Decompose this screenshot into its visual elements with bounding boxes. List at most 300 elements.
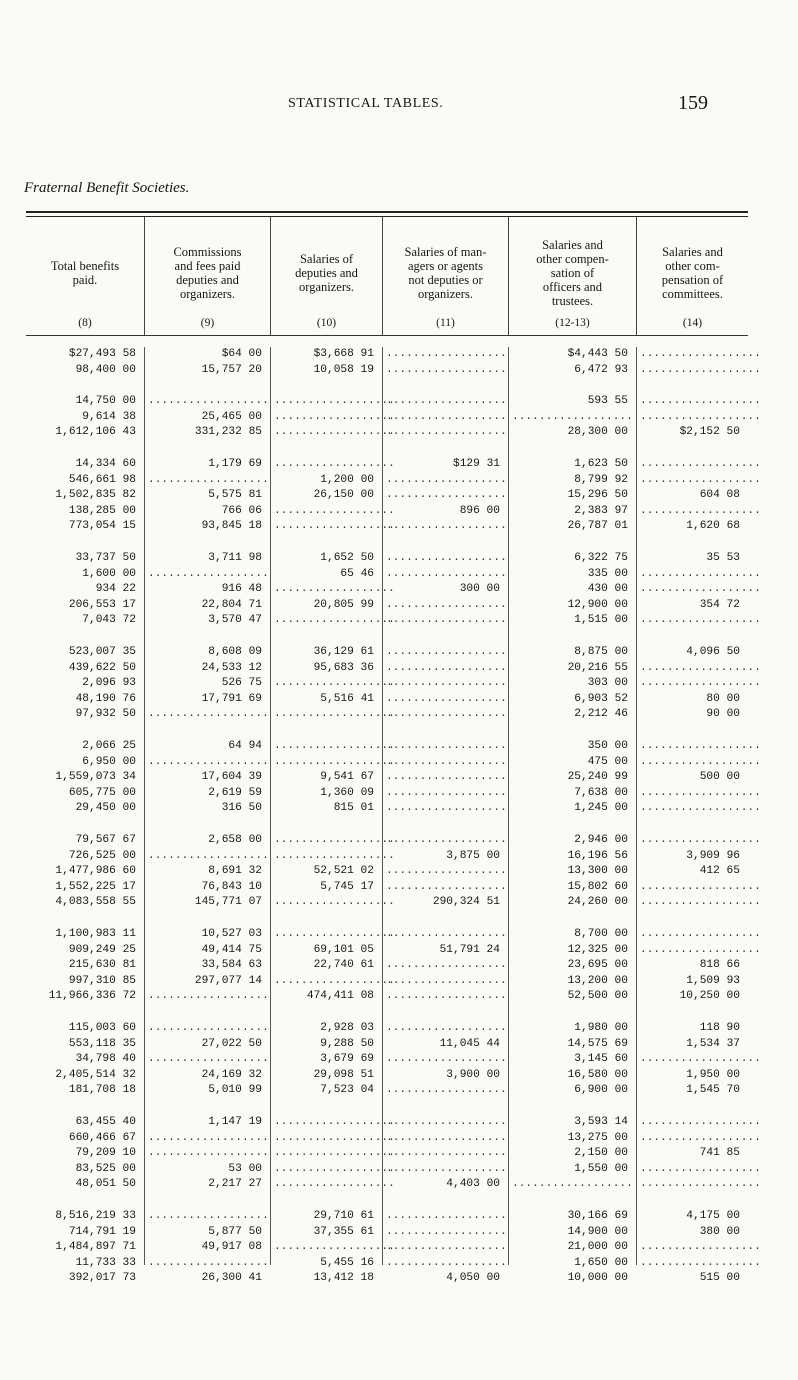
table-cell: 23,695 00 [567, 959, 628, 972]
table-cell: 546,661 98 [68, 473, 136, 486]
table-cell: 3,900 00 [446, 1068, 500, 1081]
table-cell: 79,567 67 [75, 834, 136, 846]
table-cell: 9,541 67 [320, 771, 374, 784]
leader-dots: .................. [148, 395, 269, 408]
table-cell: 350 00 [587, 740, 628, 752]
table-cell: 3,711 98 [208, 552, 262, 564]
table-cell: 6,950 00 [82, 755, 136, 768]
leader-dots: .................. [274, 1178, 395, 1191]
leader-dots: .................. [386, 1147, 507, 1160]
column-header-label: Salaries of deputies and organizers. [295, 252, 358, 294]
table-cell: 523,007 35 [68, 646, 136, 658]
table-cell: 773,054 15 [68, 520, 136, 533]
leader-dots: .................. [274, 834, 395, 846]
leader-dots: .................. [386, 661, 507, 674]
table-cell: 2,619 59 [208, 786, 262, 799]
table-cell: 51,791 24 [439, 943, 500, 956]
table-cell: 7,638 00 [574, 786, 628, 799]
table-cell: 335 00 [587, 567, 628, 580]
table-cell: 1,623 50 [574, 458, 628, 470]
leader-dots: .................. [640, 395, 761, 408]
table-cell: 25,465 00 [201, 410, 262, 423]
table-cell: 93,845 18 [201, 520, 262, 533]
column-header-12-13 [508, 217, 636, 335]
table-cell: 181,708 18 [68, 1084, 136, 1097]
table-cell: $2,152 50 [679, 426, 740, 439]
table-row [26, 1225, 748, 1240]
table-cell: 5,877 50 [208, 1225, 262, 1238]
table-row [26, 473, 761, 488]
leader-dots: .................. [148, 1256, 269, 1269]
table-cell: 660,466 67 [68, 1131, 136, 1144]
table-cell: 8,608 09 [208, 646, 262, 658]
table-row [26, 519, 748, 534]
leader-dots: .................. [640, 1178, 761, 1191]
leader-dots: .................. [386, 395, 507, 408]
table-cell: 6,900 00 [574, 1084, 628, 1097]
table-cell: 8,691 32 [208, 865, 262, 878]
leader-dots: .................. [386, 1116, 507, 1128]
leader-dots: .................. [274, 614, 395, 627]
table-cell: 3,570 47 [208, 614, 262, 627]
table-cell: 1,534 37 [686, 1037, 740, 1050]
table-cell: 14,750 00 [75, 395, 136, 408]
column-header-number: (10) [316, 317, 337, 329]
table-cell: 5,516 41 [320, 692, 374, 705]
table-row [26, 974, 748, 989]
table-cell: 1,559,073 34 [55, 771, 136, 784]
leader-dots: .................. [640, 363, 761, 376]
table-row [26, 1037, 748, 1052]
leader-dots: .................. [386, 802, 507, 815]
leader-dots: .................. [386, 489, 507, 502]
table-row [26, 551, 748, 566]
table-row [26, 363, 761, 378]
table-cell: 297,077 14 [194, 974, 262, 987]
table-cell: 290,324 51 [432, 896, 500, 909]
table-cell: 726,525 00 [68, 849, 136, 862]
leader-dots: .................. [640, 880, 761, 893]
column-header-14 [636, 217, 748, 335]
table-cell: 4,403 00 [446, 1178, 500, 1191]
table-row [26, 880, 761, 895]
leader-dots: .................. [386, 1225, 507, 1238]
leader-dots: .................. [386, 520, 507, 533]
table-cell: 17,604 39 [201, 771, 262, 784]
table-cell: 2,217 27 [208, 1178, 262, 1191]
data-table-body [26, 335, 761, 1285]
column-header-10 [270, 217, 382, 335]
leader-dots: .................. [640, 896, 761, 909]
leader-dots: .................. [148, 1210, 269, 1222]
table-cell: 916 48 [221, 583, 262, 596]
leader-dots: .................. [274, 395, 395, 408]
table-cell: 8,875 00 [574, 646, 628, 658]
leader-dots: .................. [386, 567, 507, 580]
table-cell: 1,179 69 [208, 458, 262, 470]
table-row [26, 661, 761, 676]
table-cell: 27,022 50 [201, 1037, 262, 1050]
leader-dots: .................. [274, 849, 395, 862]
leader-dots: .................. [386, 834, 507, 846]
table-row [26, 1021, 748, 1036]
table-cell: 7,523 04 [320, 1084, 374, 1097]
column-headers [26, 217, 748, 336]
leader-dots: .................. [274, 708, 395, 721]
column-header-number: (9) [200, 317, 215, 329]
table-cell: 6,322 75 [574, 552, 628, 564]
table-row [26, 1115, 761, 1130]
table-row [26, 864, 748, 879]
table-cell: 12,325 00 [567, 943, 628, 956]
leader-dots: .................. [640, 473, 761, 486]
table-cell: 7,043 72 [82, 614, 136, 627]
leader-dots: .................. [386, 598, 507, 611]
table-cell: 1,650 00 [574, 1256, 628, 1269]
leader-dots: .................. [148, 990, 269, 1003]
table-row [26, 1256, 761, 1271]
table-row [26, 943, 761, 958]
leader-dots: .................. [148, 1022, 269, 1034]
table-cell: 79,209 10 [75, 1147, 136, 1160]
leader-dots: .................. [512, 1178, 633, 1191]
leader-dots: .................. [386, 755, 507, 768]
table-row [26, 410, 761, 425]
table-row [26, 582, 761, 597]
table-row [26, 425, 748, 440]
table-cell: 115,003 60 [68, 1022, 136, 1034]
table-cell: 22,740 61 [313, 959, 374, 972]
leader-dots: .................. [386, 786, 507, 799]
leader-dots: .................. [274, 426, 395, 439]
leader-dots: .................. [386, 990, 507, 1003]
leader-dots: .................. [386, 363, 507, 376]
table-cell: 1,502,835 82 [55, 489, 136, 502]
table-row [26, 347, 761, 362]
table-cell: 815 01 [333, 802, 374, 815]
table-cell: 95,683 36 [313, 661, 374, 674]
column-header-number: (14) [682, 317, 703, 329]
leader-dots: .................. [386, 410, 507, 423]
table-cell: 80 00 [706, 692, 740, 705]
table-row [26, 927, 761, 942]
leader-dots: .................. [640, 1256, 761, 1269]
table-cell: 526 75 [221, 677, 262, 690]
table-cell: 1,147 19 [208, 1116, 262, 1128]
leader-dots: .................. [386, 1131, 507, 1144]
table-cell: 6,903 52 [574, 692, 628, 705]
table-cell: 48,051 50 [75, 1178, 136, 1191]
table-cell: 741 85 [699, 1147, 740, 1160]
table-row [26, 786, 761, 801]
table-row [26, 849, 748, 864]
column-header-label: Commissions and fees paid deputies and organizers. [173, 245, 242, 301]
table-cell: 300 00 [459, 583, 500, 596]
table-row [26, 1162, 761, 1177]
table-row [26, 739, 761, 754]
leader-dots: .................. [640, 1053, 761, 1066]
leader-dots: .................. [274, 1147, 395, 1160]
table-cell: 1,200 00 [320, 473, 374, 486]
table-cell: 11,733 33 [75, 1256, 136, 1269]
table-cell: 1,545 70 [686, 1084, 740, 1097]
leader-dots: .................. [148, 1053, 269, 1066]
table-cell: 6,472 93 [574, 363, 628, 376]
table-cell: 15,757 20 [201, 363, 262, 376]
table-cell: 97,932 50 [75, 708, 136, 721]
table-cell: 16,196 56 [567, 849, 628, 862]
table-cell: 206,553 17 [68, 598, 136, 611]
table-cell: 1,550 00 [574, 1162, 628, 1175]
column-header-8 [26, 217, 144, 335]
column-header-label: Salaries of man- agers or agents not deputies or organizers. [404, 245, 487, 301]
table-row [26, 833, 761, 848]
page-number: 159 [678, 92, 708, 114]
column-header-label: Total benefits paid. [50, 259, 120, 287]
leader-dots: .................. [386, 692, 507, 705]
table-cell: 20,216 55 [567, 661, 628, 674]
table-cell: 818 66 [699, 959, 740, 972]
table-cell: 65 46 [340, 567, 374, 580]
table-cell: 17,791 69 [201, 692, 262, 705]
leader-dots: .................. [274, 755, 395, 768]
leader-dots: .................. [148, 567, 269, 580]
table-cell: 33,584 63 [201, 959, 262, 972]
table-row [26, 1083, 748, 1098]
leader-dots: .................. [640, 943, 761, 956]
table-cell: $27,493 58 [68, 348, 136, 360]
table-cell: 4,175 00 [686, 1210, 740, 1222]
table-row [26, 457, 761, 472]
table-cell: 49,414 75 [201, 943, 262, 956]
leader-dots: .................. [386, 928, 507, 940]
table-cell: 5,745 17 [320, 880, 374, 893]
table-cell: 33,737 50 [75, 552, 136, 564]
table-cell: 474,411 08 [306, 990, 374, 1003]
table-cell: 26,150 00 [313, 489, 374, 502]
table-cell: 331,232 85 [194, 426, 262, 439]
table-cell: 12,900 00 [567, 598, 628, 611]
leader-dots: .................. [274, 504, 395, 517]
table-cell: 64 94 [228, 740, 262, 752]
table-cell: 3,679 69 [320, 1053, 374, 1066]
table-cell: 500 00 [699, 771, 740, 784]
leader-dots: .................. [148, 1147, 269, 1160]
table-row [26, 801, 761, 816]
table-cell: 2,096 93 [82, 677, 136, 690]
table-row [26, 692, 748, 707]
leader-dots: .................. [148, 1131, 269, 1144]
leader-dots: .................. [386, 1241, 507, 1254]
table-cell: 9,614 38 [82, 410, 136, 423]
leader-dots: .................. [386, 552, 507, 564]
column-header-11 [382, 217, 508, 335]
table-cell: 76,843 10 [201, 880, 262, 893]
table-row [26, 707, 748, 722]
leader-dots: .................. [148, 849, 269, 862]
table-cell: 29,710 61 [313, 1210, 374, 1222]
table-row [26, 1240, 761, 1255]
leader-dots: .................. [386, 1210, 507, 1222]
table-cell: 1,509 93 [686, 974, 740, 987]
leader-dots: .................. [640, 567, 761, 580]
leader-dots: .................. [274, 410, 395, 423]
table-row [26, 1068, 748, 1083]
leader-dots: .................. [274, 974, 395, 987]
table-row [26, 1052, 761, 1067]
leader-dots: .................. [386, 1162, 507, 1175]
table-cell: 10,250 00 [679, 990, 740, 1003]
table-cell: 1,612,106 43 [55, 426, 136, 439]
leader-dots: .................. [274, 677, 395, 690]
table-cell: 26,787 01 [567, 520, 628, 533]
table-cell: 354 72 [699, 598, 740, 611]
table-cell: 118 90 [699, 1022, 740, 1034]
table-cell: 4,050 00 [446, 1272, 500, 1285]
column-header-label: Salaries and other com- pensation of committees. [661, 245, 724, 301]
table-cell: 515 00 [699, 1272, 740, 1285]
table-cell: 37,355 61 [313, 1225, 374, 1238]
table-cell: 5,010 99 [208, 1084, 262, 1097]
table-cell: 1,515 00 [574, 614, 628, 627]
table-row [26, 770, 748, 785]
table-cell: 13,275 00 [567, 1131, 628, 1144]
leader-dots: .................. [386, 771, 507, 784]
table-cell: 439,622 50 [68, 661, 136, 674]
table-cell: 1,360 09 [320, 786, 374, 799]
table-cell: 138,285 00 [68, 504, 136, 517]
table-cell: 1,652 50 [320, 552, 374, 564]
table-cell: 475 00 [587, 755, 628, 768]
leader-dots: .................. [274, 1131, 395, 1144]
leader-dots: .................. [640, 410, 761, 423]
table-cell: 13,300 00 [567, 865, 628, 878]
leader-dots: .................. [386, 959, 507, 972]
leader-dots: .................. [640, 834, 761, 846]
table-cell: 10,058 19 [313, 363, 374, 376]
table-cell: 2,066 25 [82, 740, 136, 752]
table-cell: 392,017 73 [68, 1272, 136, 1285]
leader-dots: .................. [386, 974, 507, 987]
table-cell: 1,980 00 [574, 1022, 628, 1034]
table-cell: $3,668 91 [313, 348, 374, 360]
table-cell: 2,383 97 [574, 504, 628, 517]
table-cell: 11,966,336 72 [48, 990, 136, 1003]
table-row [26, 1146, 748, 1161]
column-header-number: (8) [78, 317, 92, 329]
table-cell: 5,455 16 [320, 1256, 374, 1269]
table-cell: 25,240 99 [567, 771, 628, 784]
table-row [26, 755, 761, 770]
table-row [26, 567, 761, 582]
leader-dots: .................. [640, 504, 761, 517]
leader-dots: .................. [640, 1116, 761, 1128]
table-row [26, 1209, 748, 1224]
column-header-number: (12-13) [555, 317, 590, 329]
table-cell: 22,804 71 [201, 598, 262, 611]
column-header-number: (11) [436, 317, 455, 329]
table-row [26, 598, 748, 613]
table-cell: 2,928 03 [320, 1022, 374, 1034]
leader-dots: .................. [274, 896, 395, 909]
leader-dots: .................. [640, 1241, 761, 1254]
top-rule [26, 211, 748, 213]
leader-dots: .................. [640, 786, 761, 799]
leader-dots: .................. [640, 928, 761, 940]
leader-dots: .................. [386, 614, 507, 627]
table-cell: 8,516,219 33 [55, 1210, 136, 1222]
table-row [26, 504, 761, 519]
table-row [26, 676, 761, 691]
table-cell: 48,190 76 [75, 692, 136, 705]
table-cell: 83,525 00 [75, 1162, 136, 1175]
table-cell: 2,150 00 [574, 1147, 628, 1160]
table-cell: 30,166 69 [567, 1210, 628, 1222]
leader-dots: .................. [148, 708, 269, 721]
leader-dots: .................. [274, 583, 395, 596]
table-cell: 16,580 00 [567, 1068, 628, 1081]
table-cell: 10,527 03 [201, 928, 262, 940]
column-header-label: Salaries and other compen- sation of officers and trustees. [536, 238, 609, 308]
leader-dots: .................. [640, 458, 761, 470]
leader-dots: .................. [386, 740, 507, 752]
table-cell: 28,300 00 [567, 426, 628, 439]
leader-dots: .................. [386, 646, 507, 658]
table-cell: 20,805 99 [313, 598, 374, 611]
table-cell: 63,455 40 [75, 1116, 136, 1128]
leader-dots: .................. [386, 473, 507, 486]
table-row [26, 895, 761, 910]
table-cell: 9,288 50 [320, 1037, 374, 1050]
table-row [26, 989, 748, 1004]
table-cell: 2,405,514 32 [55, 1068, 136, 1081]
table-cell: 26,300 41 [201, 1272, 262, 1285]
leader-dots: .................. [640, 755, 761, 768]
table-cell: 49,917 08 [201, 1241, 262, 1254]
table-row [26, 394, 761, 409]
table-row [26, 488, 748, 503]
leader-dots: .................. [640, 348, 761, 360]
table-cell: 1,552,225 17 [55, 880, 136, 893]
table-cell: 766 06 [221, 504, 262, 517]
leader-dots: .................. [640, 1131, 761, 1144]
leader-dots: .................. [640, 661, 761, 674]
table-cell: 593 55 [587, 395, 628, 408]
leader-dots: .................. [386, 1022, 507, 1034]
table-cell: 1,245 00 [574, 802, 628, 815]
leader-dots: .................. [386, 1053, 507, 1066]
leader-dots: .................. [640, 677, 761, 690]
leader-dots: .................. [640, 802, 761, 815]
table-cell: 2,946 00 [574, 834, 628, 846]
table-cell: 4,083,558 55 [55, 896, 136, 909]
table-cell: 53 00 [228, 1162, 262, 1175]
table-cell: 215,630 81 [68, 959, 136, 972]
table-cell: 24,533 12 [201, 661, 262, 674]
table-cell: 1,950 00 [686, 1068, 740, 1081]
leader-dots: .................. [274, 928, 395, 940]
leader-dots: .................. [274, 1241, 395, 1254]
leader-dots: .................. [640, 614, 761, 627]
table-cell: 90 00 [706, 708, 740, 721]
table-row [26, 1271, 748, 1286]
table-cell: 412 65 [699, 865, 740, 878]
table-cell: 14,334 60 [75, 458, 136, 470]
table-cell: 1,100,983 11 [55, 928, 136, 940]
table-cell: 714,791 19 [68, 1225, 136, 1238]
table-cell: 3,145 60 [574, 1053, 628, 1066]
table-cell: 2,658 00 [208, 834, 262, 846]
